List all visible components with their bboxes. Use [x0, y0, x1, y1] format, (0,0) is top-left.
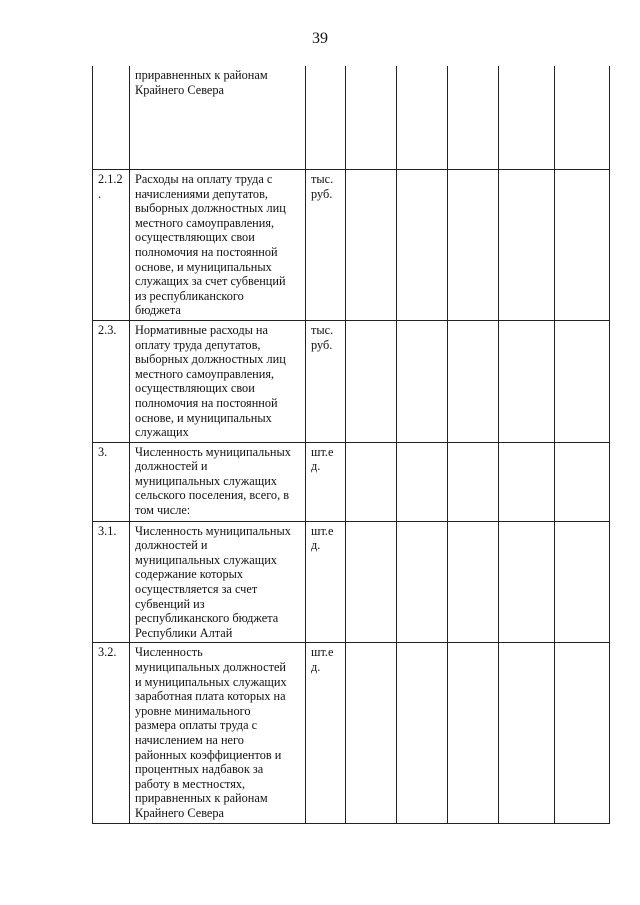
- value-cell: [499, 66, 555, 170]
- value-cell: [555, 442, 610, 521]
- table-row: [93, 66, 610, 170]
- row-unit: шт.е д.: [306, 521, 346, 643]
- row-name: Расходы на оплату труда с начислениями депутатов, выборных должностных лиц местного самоуправления, осуществляющих свои полномочия на постоянной основе, и муниципальных служащих за счет субвенций из республиканского бюджета: [130, 170, 306, 321]
- value-cell: [555, 170, 610, 321]
- value-cell: [448, 442, 499, 521]
- row-number: 3.1.: [93, 521, 130, 643]
- table-row: [93, 521, 610, 643]
- value-cell: [397, 170, 448, 321]
- value-cell: [555, 66, 610, 170]
- row-name: Численность муниципальных должностей и муниципальных служащих сельского поселения, всего, в том числе:: [130, 442, 306, 521]
- page-number: 39: [312, 30, 328, 47]
- value-cell: [555, 643, 610, 823]
- row-number: 3.2.: [93, 643, 130, 823]
- value-cell: [499, 643, 555, 823]
- value-cell: [555, 521, 610, 643]
- row-unit: шт.е д.: [306, 643, 346, 823]
- value-cell: [397, 320, 448, 442]
- value-cell: [448, 320, 499, 442]
- value-cell: [499, 170, 555, 321]
- table-row: [93, 170, 610, 321]
- value-cell: [499, 521, 555, 643]
- row-unit: шт.е д.: [306, 442, 346, 521]
- row-number: [93, 66, 130, 170]
- value-cell: [499, 320, 555, 442]
- data-table: [92, 66, 610, 824]
- value-cell: [346, 170, 397, 321]
- value-cell: [346, 521, 397, 643]
- table-row: [93, 320, 610, 442]
- value-cell: [346, 66, 397, 170]
- value-cell: [397, 66, 448, 170]
- row-number: 2.1.2 .: [93, 170, 130, 321]
- row-name: Нормативные расходы на оплату труда депутатов, выборных должностных лиц местного самоуправления, осуществляющих свои полномочия на постоянной основе, и муниципальных служащих: [130, 320, 306, 442]
- value-cell: [448, 643, 499, 823]
- value-cell: [397, 521, 448, 643]
- table-row: [93, 643, 610, 823]
- row-name: Численность муниципальных должностей и муниципальных служащих содержание которых осуществляется за счет субвенций из республиканского бюджета Республики Алтай: [130, 521, 306, 643]
- value-cell: [448, 521, 499, 643]
- value-cell: [397, 442, 448, 521]
- table-row: [93, 442, 610, 521]
- value-cell: [555, 320, 610, 442]
- value-cell: [448, 170, 499, 321]
- value-cell: [499, 442, 555, 521]
- row-number: 3.: [93, 442, 130, 521]
- value-cell: [346, 320, 397, 442]
- value-cell: [397, 643, 448, 823]
- value-cell: [346, 442, 397, 521]
- row-name: Численность муниципальных должностей и муниципальных служащих заработная плата которых на уровне минимального размера оплаты труда с начислением на него районных коэффициентов и процентных надбавок за работу в местностях, приравненных к районам Крайнего Севера: [130, 643, 306, 823]
- row-number: 2.3.: [93, 320, 130, 442]
- row-unit: тыс. руб.: [306, 320, 346, 442]
- value-cell: [346, 643, 397, 823]
- row-unit: тыс. руб.: [306, 170, 346, 321]
- row-unit: [306, 66, 346, 170]
- row-name: приравненных к районам Крайнего Севера: [130, 66, 306, 170]
- value-cell: [448, 66, 499, 170]
